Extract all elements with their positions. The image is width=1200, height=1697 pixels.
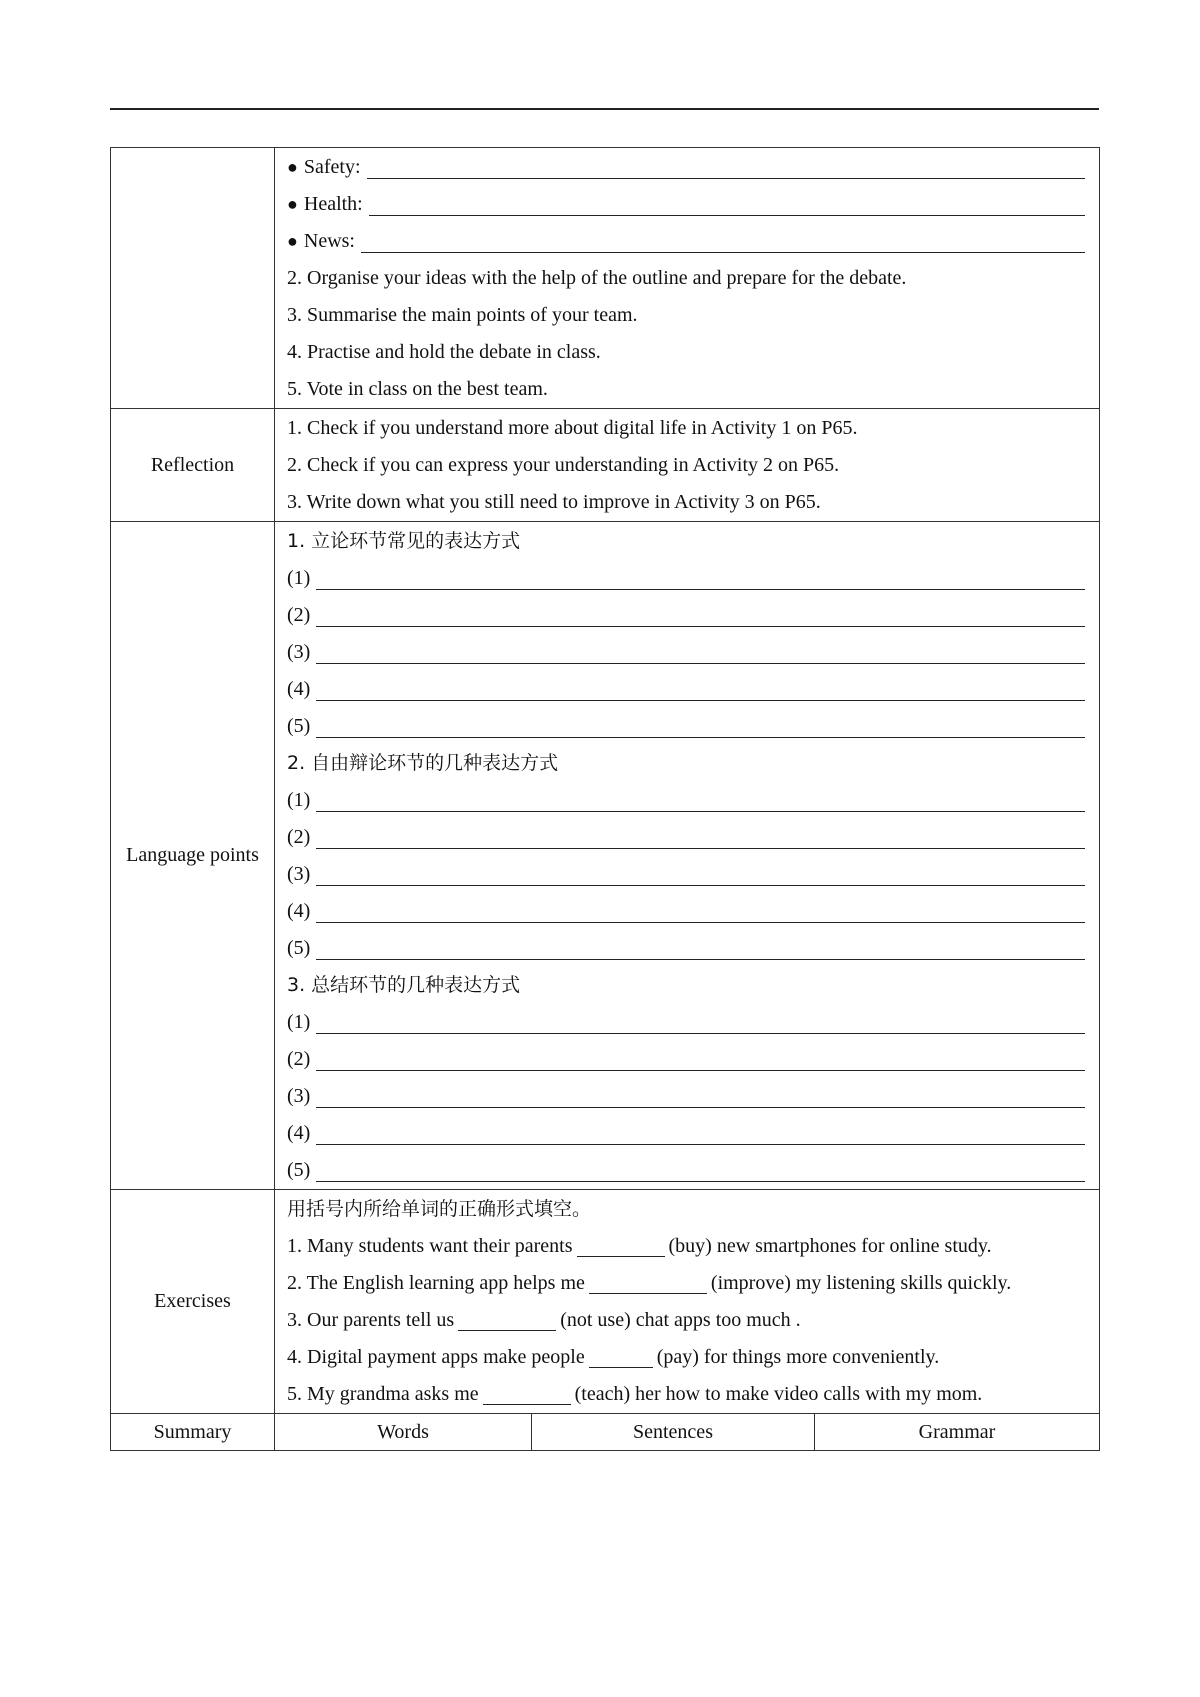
answer-line[interactable] <box>316 1159 1085 1182</box>
bullet-item-safety: ● Safety: <box>287 149 1099 186</box>
bullet-icon: ● <box>287 194 298 214</box>
step-item: 4. Practise and hold the debate in class. <box>287 341 601 363</box>
summary-row <box>111 1414 1100 1451</box>
exercise-item: 4. Digital payment apps make people (pay) for things more conveniently. <box>287 1346 940 1368</box>
step-item: 2. Organise your ideas with the help of the outline and prepare for the debate. <box>287 267 907 289</box>
answer-line[interactable] <box>316 900 1085 923</box>
bullet-icon: ● <box>287 231 298 251</box>
bullet-icon: ● <box>287 157 298 177</box>
answer-line[interactable] <box>369 193 1085 216</box>
reflection-row <box>111 409 1100 522</box>
summary-column-words: Words <box>275 1414 532 1451</box>
blank-line-item: (4) <box>287 893 1099 930</box>
section-title: 2. 自由辩论环节的几种表达方式 <box>287 752 559 774</box>
blank-line-item: (3) <box>287 1078 1099 1115</box>
exercise-instruction: 用括号内所给单词的正确形式填空。 <box>287 1198 592 1220</box>
answer-line[interactable] <box>316 1085 1085 1108</box>
step-item: 3. Summarise the main points of your team. <box>287 304 638 326</box>
step-item: 5. Vote in class on the best team. <box>287 378 548 400</box>
bullet-item-news: ● News: <box>287 223 1099 260</box>
blank-line-item: (1) <box>287 782 1099 819</box>
answer-line[interactable] <box>316 1048 1085 1071</box>
blank-line-item: (4) <box>287 671 1099 708</box>
answer-line[interactable] <box>316 641 1085 664</box>
blank-line-item: (5) <box>287 930 1099 967</box>
blank-line-item: (2) <box>287 1041 1099 1078</box>
blank-line-item: (3) <box>287 856 1099 893</box>
exercises-cell <box>275 1190 1100 1414</box>
blank-line-item: (5) <box>287 708 1099 745</box>
exercises-label: Exercises <box>111 1190 275 1414</box>
fill-blank[interactable] <box>577 1236 665 1257</box>
blank-line-item: (3) <box>287 634 1099 671</box>
fill-blank[interactable] <box>458 1310 556 1331</box>
reflection-item: 2. Check if you can express your understanding in Activity 2 on P65. <box>287 454 840 476</box>
exercise-item: 1. Many students want their parents (buy) new smartphones for online study. <box>287 1235 992 1257</box>
blank-line-item: (5) <box>287 1152 1099 1189</box>
answer-line[interactable] <box>316 567 1085 590</box>
language-points-row <box>111 522 1100 1190</box>
exercise-item: 5. My grandma asks me (teach) her how to make video calls with my mom. <box>287 1383 983 1405</box>
section-title: 1. 立论环节常见的表达方式 <box>287 530 521 552</box>
reflection-item: 3. Write down what you still need to improve in Activity 3 on P65. <box>287 491 821 513</box>
debate-tasks-row <box>111 148 1100 409</box>
blank-line-item: (1) <box>287 1004 1099 1041</box>
answer-line[interactable] <box>316 1011 1085 1034</box>
answer-line[interactable] <box>316 937 1085 960</box>
answer-line[interactable] <box>367 156 1085 179</box>
answer-line[interactable] <box>316 826 1085 849</box>
blank-line-item: (4) <box>287 1115 1099 1152</box>
reflection-cell <box>275 409 1100 522</box>
summary-label: Summary <box>111 1414 275 1451</box>
fill-blank[interactable] <box>483 1384 571 1405</box>
fill-blank[interactable] <box>589 1347 653 1368</box>
exercises-row <box>111 1190 1100 1414</box>
language-points-label: Language points <box>111 522 275 1190</box>
answer-line[interactable] <box>316 789 1085 812</box>
blank-line-item: (1) <box>287 560 1099 597</box>
header-rule <box>110 108 1099 110</box>
answer-line[interactable] <box>316 715 1085 738</box>
answer-line[interactable] <box>316 1122 1085 1145</box>
answer-line[interactable] <box>361 230 1085 253</box>
blank-line-item: (2) <box>287 819 1099 856</box>
summary-column-grammar: Grammar <box>815 1414 1100 1451</box>
exercise-item: 3. Our parents tell us (not use) chat apps too much . <box>287 1309 801 1331</box>
reflection-item: 1. Check if you understand more about digital life in Activity 1 on P65. <box>287 417 858 439</box>
debate-tasks-cell <box>275 148 1100 409</box>
reflection-label: Reflection <box>111 409 275 522</box>
summary-column-sentences: Sentences <box>532 1414 815 1451</box>
fill-blank[interactable] <box>589 1273 707 1294</box>
bullet-item-health: ● Health: <box>287 186 1099 223</box>
answer-line[interactable] <box>316 604 1085 627</box>
blank-line-item: (2) <box>287 597 1099 634</box>
language-points-cell <box>275 522 1100 1190</box>
debate-tasks-label-cell <box>111 148 275 409</box>
exercise-item: 2. The English learning app helps me (improve) my listening skills quickly. <box>287 1272 1012 1294</box>
section-title: 3. 总结环节的几种表达方式 <box>287 974 521 996</box>
answer-line[interactable] <box>316 678 1085 701</box>
worksheet-table <box>110 147 1100 1451</box>
answer-line[interactable] <box>316 863 1085 886</box>
